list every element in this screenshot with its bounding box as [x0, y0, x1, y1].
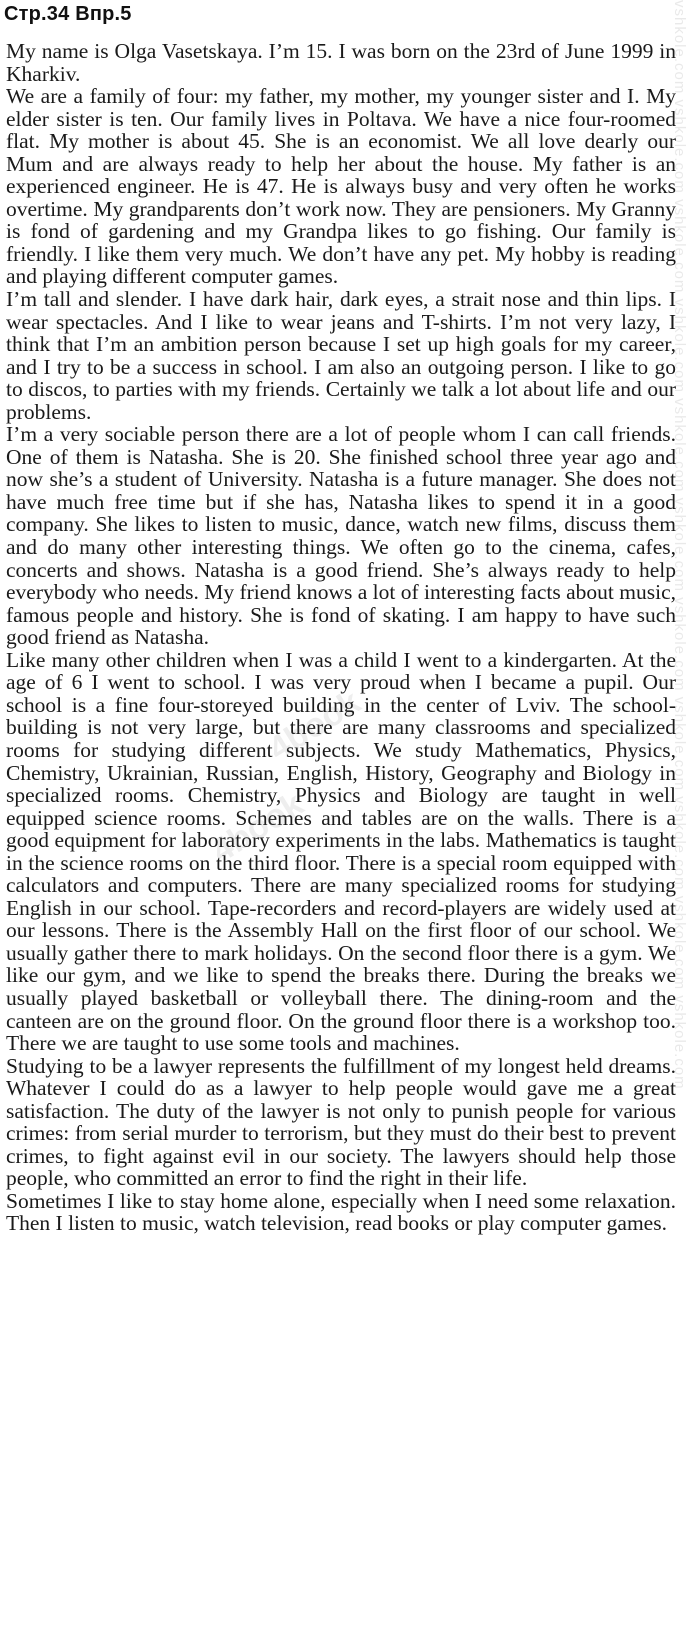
paragraph-free-time: Sometimes I like to stay home alone, especially when I need some relaxation. Then I listen to music, watch television, read books or play computer games. — [6, 1188, 676, 1236]
site-watermark: vshkole.com vshkole.com vshkole.com vshkole.com vshkole.com vshkole.com vshkole.com vshkole.com vshkole.com vshkole.com vshkole.com — [671, 0, 688, 1090]
paragraph-introduction: My name is Olga Vasetskaya. I’m 15. I was born on the 23rd of June 1999 in Kharkiv. — [6, 39, 676, 86]
paragraph-future-profession: Studying to be a lawyer represents the fulfillment of my longest held dreams. Whatever I could do as a lawyer to help people would gave me a great satisfaction. The duty of the lawyer is not only to punish people for various crimes: from serial murder to terrorism, but they must do their best to prevent crimes, to fight against evil in our society. The lawyers should help those people, who committed an error to find the right in their life. — [6, 1053, 676, 1191]
paragraph-family: We are a family of four: my father, my mother, my younger sister and I. My elder sister is ten. Our family lives in Poltava. We have a nice four-roomed flat. My mother is about 45. She is an economist. We all love dearly our Mum and are always ready to help her about the house. My father is an experienced engineer. He is 47. He is always busy and very often he works overtime. My grandparents don’t work now. They are pensioners. My Granny is fond of gardening and my Grandpa likes to go fishing. Our family is friendly. I like them very much. We don’t have any pet. My hobby is reading and playing different computer games. — [6, 84, 676, 289]
stamp-watermark: 4book — [262, 682, 368, 769]
exercise-text — [6, 40, 676, 1235]
paragraph-appearance-character: I’m tall and slender. I have dark hair, dark eyes, a strait nose and thin lips. I wear spectacles. And I like to wear jeans and T-shirts. I’m not very lazy, I think that I’m an ambition person because I set up high goals for my career, and I try to be a success in school. I am also an outgoing person. I like to go to discos, to parties with my friends. Certainly we talk a lot about life and our problems. — [6, 287, 676, 424]
stamp-watermark: 4book — [205, 784, 311, 871]
paragraph-friend: I’m a very sociable person there are a lot of people whom I can call friends. One of them is Natasha. She is 20. She finished school three year ago and now she’s a student of University. Natasha is a future manager. She does not have much free time but if she has, Natasha likes to spend it in a good company. She likes to listen to music, dance, watch new films, discuss them and do many other interesting things. We often go to the cinema, cafes, concerts and shows. Natasha is a good friend. She’s always ready to help everybody who needs. My friend knows a lot of interesting facts about music, famous people and history. She is fond of skating. I am happy to have such good friend as Natasha. — [6, 422, 676, 650]
page-header: Стр.34 Впр.5 — [4, 3, 132, 25]
paragraph-school: Like many other children when I was a child I went to a kindergarten. At the age of 6 I went to school. I was very proud when I became a pupil. Our school is a fine four-storeyed building in the center of Lviv. The school-building is not very large, but there are many classrooms and specialized rooms for studying different subjects. We study Mathematics, Physics, Chemistry, Ukrainian, Russian, English, History, Geography and Biology in specialized rooms. Chemistry, Physics and Biology are taught in well equipped science rooms. Schemes and tables are on the walls. There is a good equipment for laboratory experiments in the labs. Mathematics is taught in the science rooms on the third floor. There is a special room equipped with calculators and computers. There are many specialized rooms for studying English in our school. Tape-recorders and record-players are widely used at our lessons. There is the Assembly Hall on the first floor of our school. We usually gather there to mark holidays. On the second floor there is a gym. We like our gym, and we like to spend the breaks there. During the breaks we usually played basketball or volleyball there. The dining-room and the canteen are on the ground floor. On the ground floor there is a workshop too. There we are taught to use some tools and machines. — [6, 647, 676, 1056]
